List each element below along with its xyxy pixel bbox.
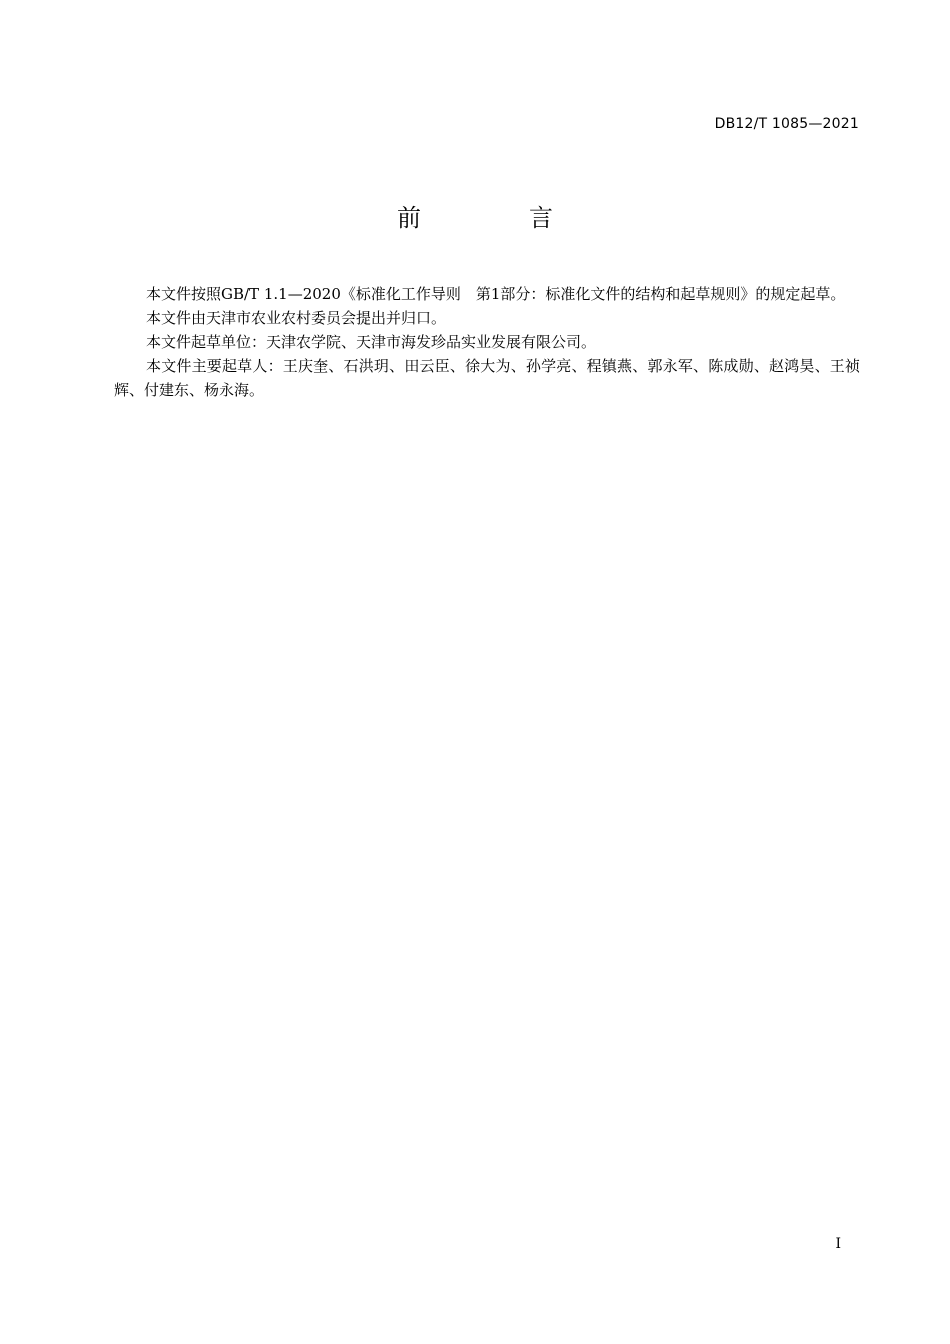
section-title: 前 言 — [397, 204, 595, 232]
paragraph-proposer: 本文件由天津市农业农村委员会提出并归口。 — [146, 309, 447, 327]
document-code: DB12/T 1085—2021 — [714, 116, 859, 132]
body-text — [114, 282, 860, 402]
page-number: I — [835, 1236, 841, 1252]
paragraph-drafters: 本文件主要起草人：王庆奎、石洪玥、田云臣、徐大为、孙学亮、程镇燕、郭永军、陈成勋、赵鸿昊、王祯辉、付建东、杨永海。 — [114, 357, 860, 399]
paragraph-drafting-rules: 本文件按照GB/T 1.1—2020《标准化工作导则 第1部分：标准化文件的结构和起草规则》的规定起草。 — [146, 285, 846, 303]
paragraph-drafting-units: 本文件起草单位：天津农学院、天津市海发珍品实业发展有限公司。 — [146, 333, 597, 351]
